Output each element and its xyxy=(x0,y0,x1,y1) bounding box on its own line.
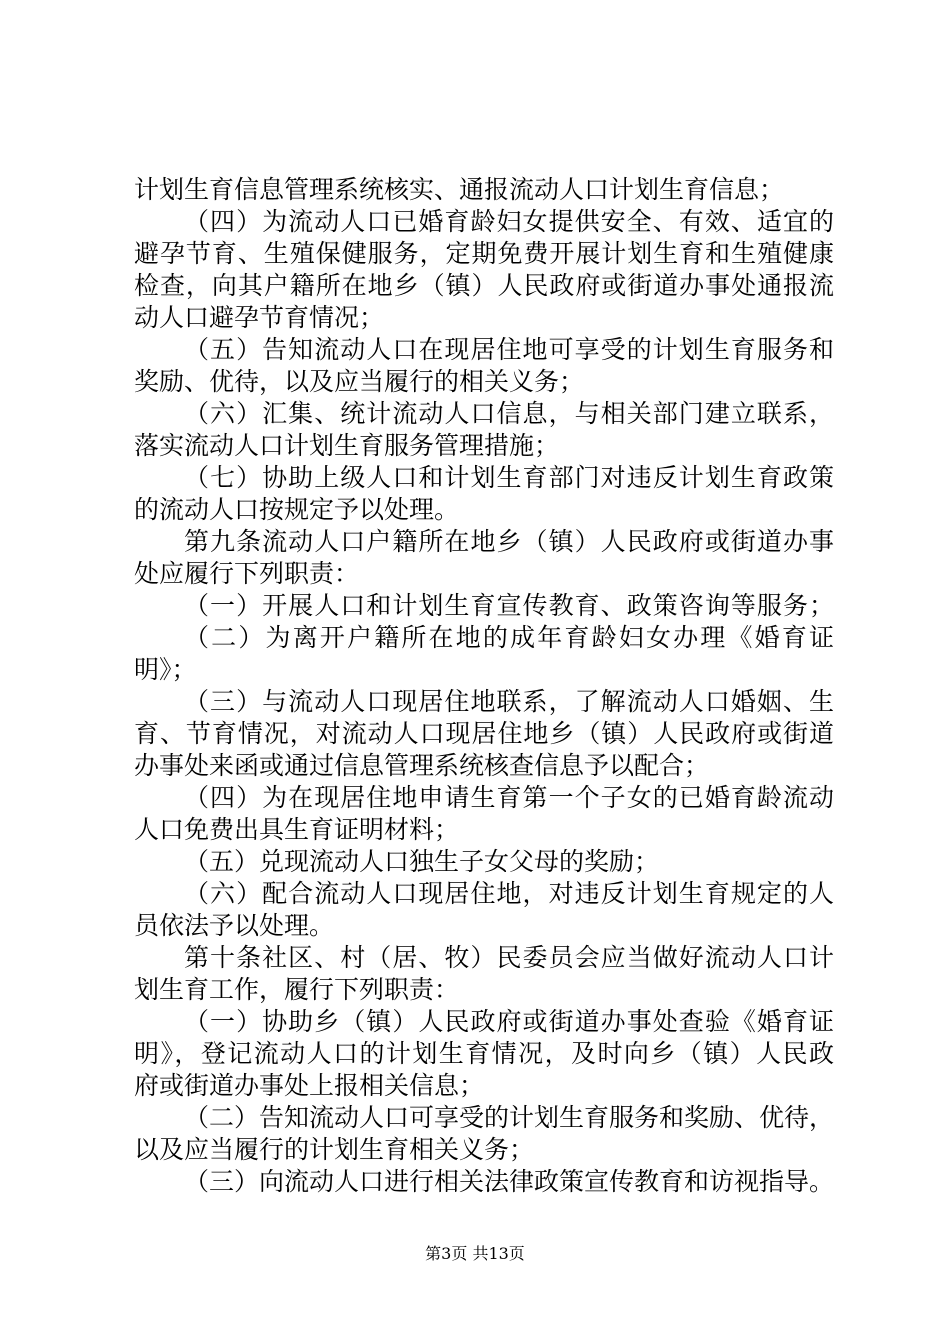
text-line: （一）协助乡（镇）人民政府或街道办事处查验《婚育证 xyxy=(184,1007,834,1036)
text-line: 育、节育情况，对流动人口现居住地乡（镇）人民政府或街道 xyxy=(134,719,834,748)
text-line: （七）协助上级人口和计划生育部门对违反计划生育政策 xyxy=(184,463,834,492)
text-line: （四）为在现居住地申请生育第一个子女的已婚育龄流动 xyxy=(184,783,834,812)
page-number-footer: 第3页 共13页 xyxy=(425,1244,525,1263)
text-line: 避孕节育、生殖保健服务，定期免费开展计划生育和生殖健康 xyxy=(134,239,834,268)
text-line: 奖励、优待，以及应当履行的相关义务； xyxy=(134,367,585,396)
text-line: （二）为离开户籍所在地的成年育龄妇女办理《婚育证 xyxy=(184,623,834,652)
text-line: 以及应当履行的计划生育相关义务； xyxy=(134,1135,535,1164)
text-line: 计划生育信息管理系统核实、通报流动人口计划生育信息； xyxy=(134,175,785,204)
text-line: 办事处来函或通过信息管理系统核查信息予以配合； xyxy=(134,751,710,780)
article-heading-line: 第十条社区、村（居、牧）民委员会应当做好流动人口计 xyxy=(184,943,834,972)
text-line: （四）为流动人口已婚育龄妇女提供安全、有效、适宜的 xyxy=(184,207,834,236)
text-line: （二）告知流动人口可享受的计划生育服务和奖励、优待， xyxy=(184,1103,835,1132)
text-line: 划生育工作，履行下列职责： xyxy=(134,975,460,1004)
text-line: （一）开展人口和计划生育宣传教育、政策咨询等服务； xyxy=(184,591,834,620)
text-line: （五）告知流动人口在现居住地可享受的计划生育服务和 xyxy=(184,335,834,364)
text-line: 人口免费出具生育证明材料； xyxy=(134,815,460,844)
text-line: 员依法予以处理。 xyxy=(134,911,335,940)
text-line: （六）汇集、统计流动人口信息，与相关部门建立联系， xyxy=(184,399,834,428)
text-line: 府或街道办事处上报相关信息； xyxy=(134,1071,485,1100)
text-line: 的流动人口按规定予以处理。 xyxy=(134,495,460,524)
text-line: 明》，登记流动人口的计划生育情况，及时向乡（镇）人民政 xyxy=(134,1039,834,1068)
text-line: （三）向流动人口进行相关法律政策宣传教育和访视指导。 xyxy=(184,1167,835,1196)
text-line: 检查，向其户籍所在地乡（镇）人民政府或街道办事处通报流 xyxy=(134,271,834,300)
text-line: 动人口避孕节育情况； xyxy=(134,303,385,332)
text-line: （六）配合流动人口现居住地，对违反计划生育规定的人 xyxy=(184,879,834,908)
text-line: 处应履行下列职责： xyxy=(134,559,360,588)
text-line: （五）兑现流动人口独生子女父母的奖励； xyxy=(184,847,660,876)
text-line: （三）与流动人口现居住地联系，了解流动人口婚姻、生 xyxy=(184,687,834,716)
text-line: 明》； xyxy=(134,655,197,684)
text-line: 落实流动人口计划生育服务管理措施； xyxy=(134,431,560,460)
article-heading-line: 第九条流动人口户籍所在地乡（镇）人民政府或街道办事 xyxy=(184,527,834,556)
